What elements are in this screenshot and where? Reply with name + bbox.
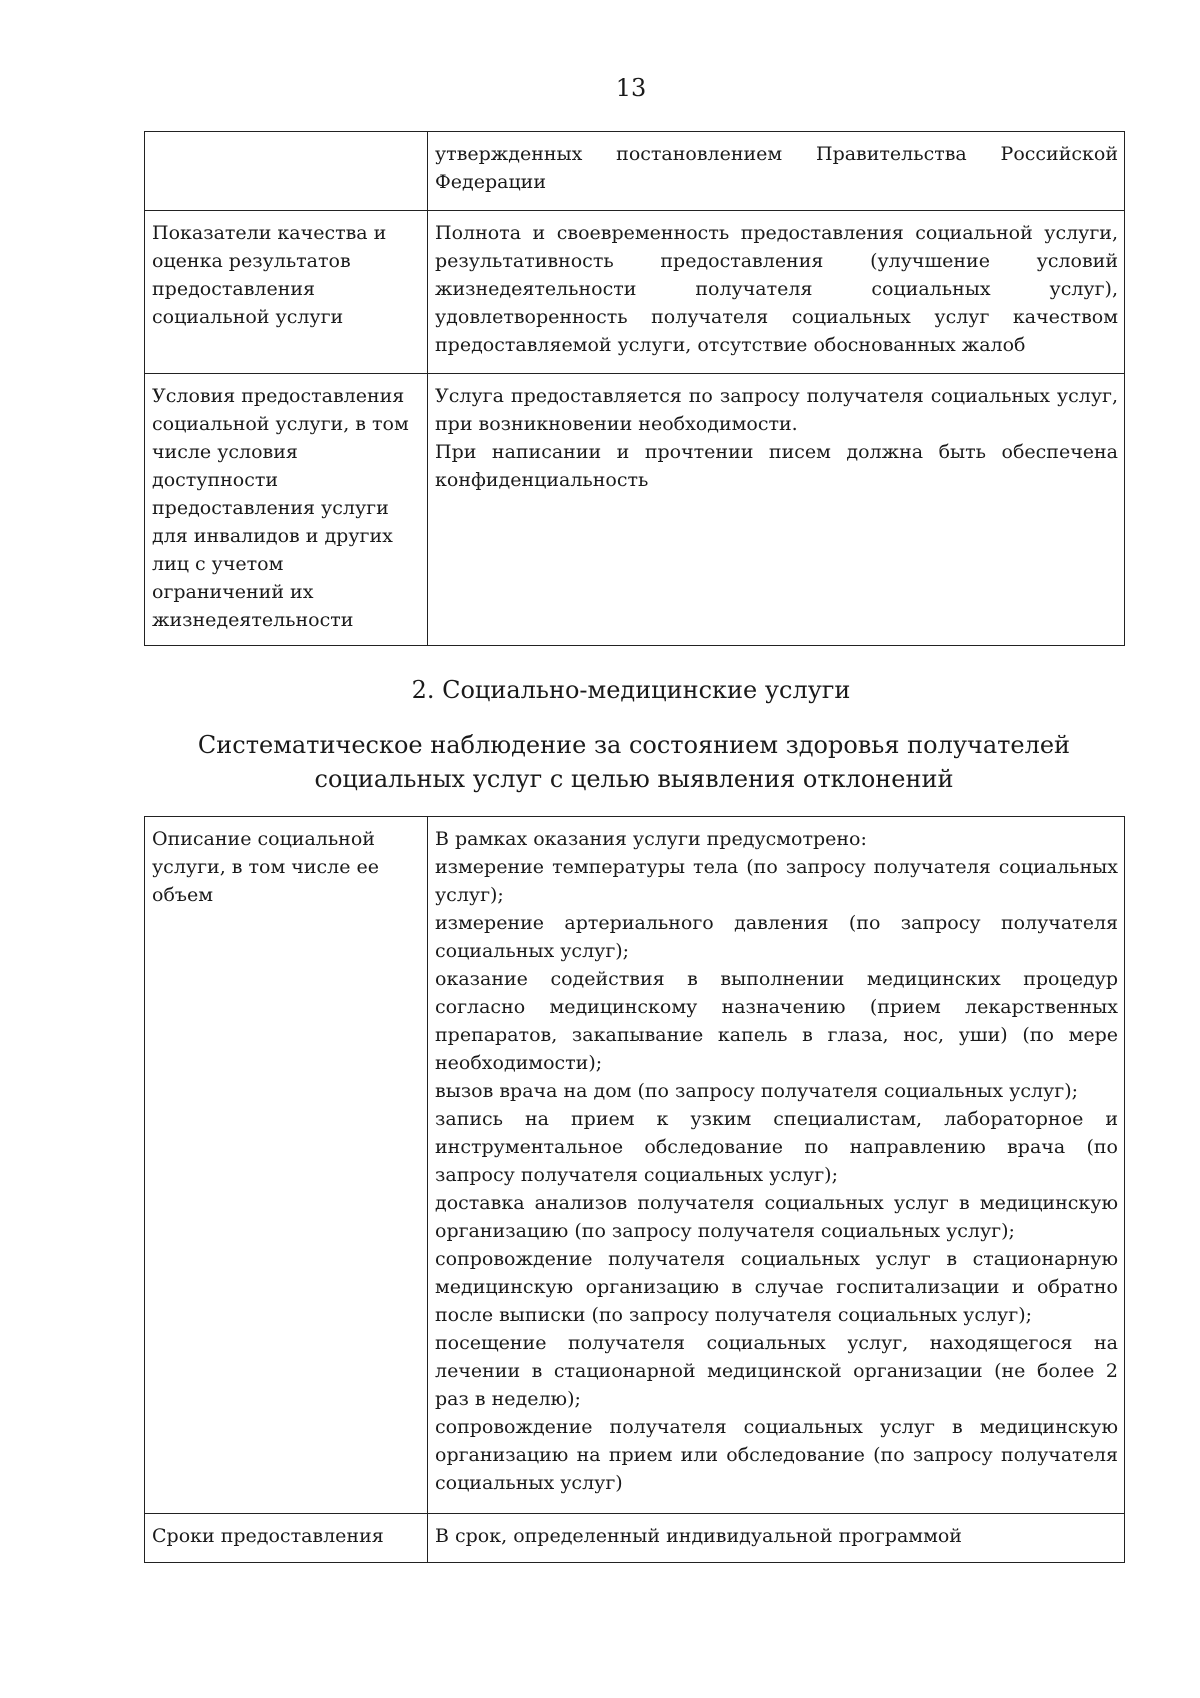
paragraph: запись на прием к узким специалистам, лабораторное и инструментальное обследование по направлению врача (по запросу получателя социальных услуг); xyxy=(435,1108,1118,1186)
paragraph: утвержденных постановлением Правительства Российской Федерации xyxy=(435,143,1118,193)
paragraph: сопровождение получателя социальных услуг в медицинскую организацию на прием или обследование (по запросу получателя социальных услуг) xyxy=(435,1416,1118,1494)
table-service-description xyxy=(144,816,1125,1563)
row-text xyxy=(428,1514,1125,1563)
row-text xyxy=(428,817,1125,1514)
paragraph: посещение получателя социальных услуг, находящегося на лечении в стационарной медицинской организации (не более 2 раз в неделю); xyxy=(435,1332,1118,1410)
paragraph: При написании и прочтении писем должна быть обеспечена конфиденциальность xyxy=(435,441,1118,491)
row-label xyxy=(145,132,428,211)
row-label: Условия предоставления социальной услуги, в том числе условия доступности предоставления услуги для инвалидов и других лиц с учетом ограничений их жизнедеятельности xyxy=(145,374,428,646)
paragraph: В срок, определенный индивидуальной программой xyxy=(435,1525,962,1547)
table-row xyxy=(145,1514,1125,1563)
table-row xyxy=(145,132,1125,211)
table-continued xyxy=(144,131,1125,646)
row-label: Сроки предоставления xyxy=(145,1514,428,1563)
paragraph: Полнота и своевременность предоставления социальной услуги, результативность предоставления (улучшение условий жизнедеятельности получателя социальных услуг), удовлетворенность получателя социальных услуг качеством предоставляемой услуги, отсутствие обоснованных жалоб xyxy=(435,222,1118,356)
row-text xyxy=(428,132,1125,211)
row-text xyxy=(428,374,1125,646)
paragraph: оказание содействия в выполнении медицинских процедур согласно медицинскому назначению (прием лекарственных препаратов, закапывание капель в глаза, нос, уши) (по мере необходимости); xyxy=(435,968,1118,1074)
paragraph: измерение артериального давления (по запросу получателя социальных услуг); xyxy=(435,912,1118,962)
section-title: 2. Социально-медицинские услуги xyxy=(411,676,851,704)
table-row xyxy=(145,211,1125,374)
service-title: Систематическое наблюдение за состоянием здоровья получателей социальных услуг с целью выявления отклонений xyxy=(197,731,1071,793)
row-text xyxy=(428,211,1125,374)
paragraph: Услуга предоставляется по запросу получателя социальных услуг, при возникновении необходимости. xyxy=(435,385,1118,435)
row-label: Описание социальной услуги, в том числе ее объем xyxy=(145,817,428,1514)
paragraph: сопровождение получателя социальных услуг в стационарную медицинскую организацию в случае госпитализации и обратно после выписки (по запросу получателя социальных услуг); xyxy=(435,1248,1118,1326)
paragraph: измерение температуры тела (по запросу получателя социальных услуг); xyxy=(435,856,1118,906)
paragraph: В рамках оказания услуги предусмотрено: xyxy=(435,828,867,850)
row-label: Показатели качества и оценка результатов предоставления социальной услуги xyxy=(145,211,428,374)
table-row xyxy=(145,817,1125,1514)
table-row xyxy=(145,374,1125,646)
paragraph: доставка анализов получателя социальных услуг в медицинскую организацию (по запросу получателя социальных услуг); xyxy=(435,1192,1118,1242)
paragraph: вызов врача на дом (по запросу получателя социальных услуг); xyxy=(435,1080,1079,1102)
page-number: 13 xyxy=(615,74,647,102)
